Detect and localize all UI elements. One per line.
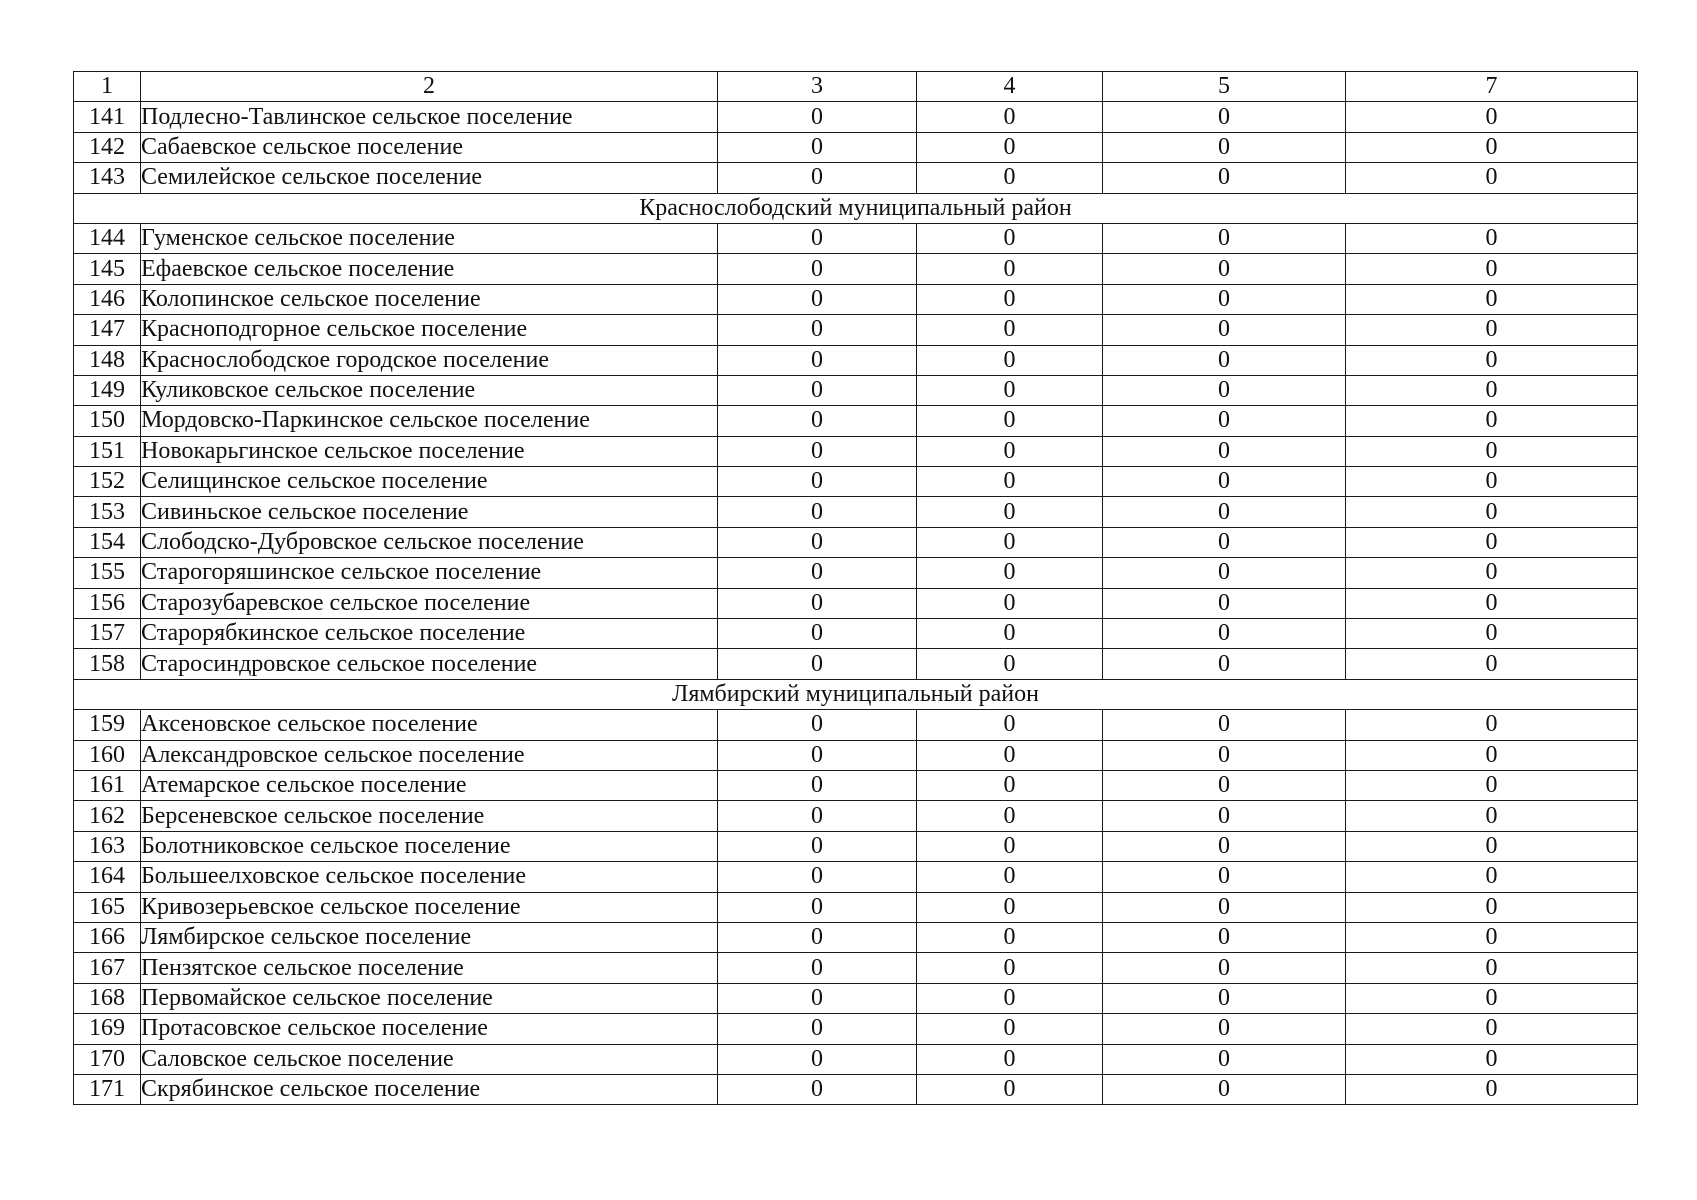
- value-col-5: 0: [1103, 983, 1346, 1013]
- value-col-7: 0: [1346, 406, 1638, 436]
- value-col-3: 0: [718, 102, 917, 132]
- table-row: [74, 467, 1638, 497]
- header-col-1: 1: [74, 72, 141, 102]
- table-row: [74, 740, 1638, 770]
- value-col-3: 0: [718, 983, 917, 1013]
- table-row: [74, 619, 1638, 649]
- value-col-5: 0: [1103, 740, 1346, 770]
- table-row: [74, 801, 1638, 831]
- value-col-3: 0: [718, 862, 917, 892]
- section-header-row: [74, 193, 1638, 223]
- row-number: 162: [74, 801, 141, 831]
- settlements-table: [73, 71, 1638, 1105]
- row-number: 167: [74, 953, 141, 983]
- settlement-name: Александровское сельское поселение: [141, 740, 718, 770]
- column-number-header-row: [74, 72, 1638, 102]
- settlement-name: Пензятское сельское поселение: [141, 953, 718, 983]
- settlement-name: Колопинское сельское поселение: [141, 284, 718, 314]
- table-row: [74, 102, 1638, 132]
- value-col-4: 0: [917, 1044, 1103, 1074]
- row-number: 161: [74, 770, 141, 800]
- row-number: 158: [74, 649, 141, 679]
- settlement-name: Саловское сельское поселение: [141, 1044, 718, 1074]
- row-number: 148: [74, 345, 141, 375]
- settlement-name: Старосиндровское сельское поселение: [141, 649, 718, 679]
- table-row: [74, 831, 1638, 861]
- table-row: [74, 862, 1638, 892]
- value-col-3: 0: [718, 163, 917, 193]
- value-col-3: 0: [718, 1014, 917, 1044]
- value-col-5: 0: [1103, 710, 1346, 740]
- value-col-4: 0: [917, 649, 1103, 679]
- value-col-3: 0: [718, 1044, 917, 1074]
- value-col-4: 0: [917, 406, 1103, 436]
- value-col-7: 0: [1346, 467, 1638, 497]
- value-col-5: 0: [1103, 467, 1346, 497]
- value-col-7: 0: [1346, 770, 1638, 800]
- value-col-4: 0: [917, 132, 1103, 162]
- settlement-name: Красноподгорное сельское поселение: [141, 315, 718, 345]
- table-row: [74, 345, 1638, 375]
- value-col-4: 0: [917, 953, 1103, 983]
- row-number: 153: [74, 497, 141, 527]
- value-col-3: 0: [718, 527, 917, 557]
- settlement-name: Старозубаревское сельское поселение: [141, 588, 718, 618]
- value-col-4: 0: [917, 770, 1103, 800]
- value-col-4: 0: [917, 619, 1103, 649]
- settlement-name: Сабаевское сельское поселение: [141, 132, 718, 162]
- table-row: [74, 315, 1638, 345]
- row-number: 146: [74, 284, 141, 314]
- value-col-5: 0: [1103, 163, 1346, 193]
- value-col-7: 0: [1346, 254, 1638, 284]
- value-col-5: 0: [1103, 770, 1346, 800]
- value-col-4: 0: [917, 254, 1103, 284]
- value-col-7: 0: [1346, 558, 1638, 588]
- row-number: 168: [74, 983, 141, 1013]
- value-col-4: 0: [917, 740, 1103, 770]
- table-row: [74, 558, 1638, 588]
- header-col-2: 2: [141, 72, 718, 102]
- settlement-name: Берсеневское сельское поселение: [141, 801, 718, 831]
- settlement-name: Сивиньское сельское поселение: [141, 497, 718, 527]
- value-col-7: 0: [1346, 315, 1638, 345]
- settlement-name: Болотниковское сельское поселение: [141, 831, 718, 861]
- value-col-4: 0: [917, 284, 1103, 314]
- value-col-5: 0: [1103, 922, 1346, 952]
- row-number: 166: [74, 922, 141, 952]
- settlement-name: Слободско-Дубровское сельское поселение: [141, 527, 718, 557]
- row-number: 154: [74, 527, 141, 557]
- value-col-7: 0: [1346, 831, 1638, 861]
- value-col-5: 0: [1103, 1014, 1346, 1044]
- row-number: 160: [74, 740, 141, 770]
- row-number: 169: [74, 1014, 141, 1044]
- value-col-4: 0: [917, 710, 1103, 740]
- table-row: [74, 527, 1638, 557]
- value-col-7: 0: [1346, 983, 1638, 1013]
- value-col-3: 0: [718, 254, 917, 284]
- value-col-3: 0: [718, 223, 917, 253]
- value-col-7: 0: [1346, 1074, 1638, 1104]
- value-col-5: 0: [1103, 892, 1346, 922]
- value-col-3: 0: [718, 588, 917, 618]
- header-col-4: 4: [917, 72, 1103, 102]
- row-number: 163: [74, 831, 141, 861]
- value-col-3: 0: [718, 619, 917, 649]
- value-col-7: 0: [1346, 619, 1638, 649]
- header-col-3: 3: [718, 72, 917, 102]
- row-number: 152: [74, 467, 141, 497]
- settlement-name: Куликовское сельское поселение: [141, 375, 718, 405]
- value-col-7: 0: [1346, 1014, 1638, 1044]
- value-col-5: 0: [1103, 345, 1346, 375]
- row-number: 150: [74, 406, 141, 436]
- value-col-7: 0: [1346, 223, 1638, 253]
- table-row: [74, 588, 1638, 618]
- value-col-5: 0: [1103, 619, 1346, 649]
- table-row: [74, 223, 1638, 253]
- value-col-3: 0: [718, 831, 917, 861]
- value-col-3: 0: [718, 801, 917, 831]
- settlement-name: Подлесно-Тавлинское сельское поселение: [141, 102, 718, 132]
- value-col-4: 0: [917, 163, 1103, 193]
- value-col-4: 0: [917, 102, 1103, 132]
- value-col-4: 0: [917, 375, 1103, 405]
- value-col-3: 0: [718, 345, 917, 375]
- value-col-7: 0: [1346, 345, 1638, 375]
- value-col-5: 0: [1103, 649, 1346, 679]
- row-number: 141: [74, 102, 141, 132]
- value-col-5: 0: [1103, 1044, 1346, 1074]
- value-col-5: 0: [1103, 497, 1346, 527]
- row-number: 157: [74, 619, 141, 649]
- value-col-5: 0: [1103, 315, 1346, 345]
- value-col-7: 0: [1346, 892, 1638, 922]
- value-col-5: 0: [1103, 254, 1346, 284]
- table-row: [74, 953, 1638, 983]
- value-col-3: 0: [718, 953, 917, 983]
- value-col-3: 0: [718, 558, 917, 588]
- value-col-4: 0: [917, 862, 1103, 892]
- table-row: [74, 1074, 1638, 1104]
- value-col-5: 0: [1103, 375, 1346, 405]
- settlement-name: Старорябкинское сельское поселение: [141, 619, 718, 649]
- table-row: [74, 1014, 1638, 1044]
- row-number: 142: [74, 132, 141, 162]
- settlement-name: Кривозерьевское сельское поселение: [141, 892, 718, 922]
- table-row: [74, 649, 1638, 679]
- value-col-5: 0: [1103, 831, 1346, 861]
- value-col-5: 0: [1103, 284, 1346, 314]
- table-row: [74, 254, 1638, 284]
- settlement-name: Гуменское сельское поселение: [141, 223, 718, 253]
- value-col-7: 0: [1346, 922, 1638, 952]
- value-col-3: 0: [718, 649, 917, 679]
- value-col-7: 0: [1346, 740, 1638, 770]
- value-col-4: 0: [917, 892, 1103, 922]
- row-number: 165: [74, 892, 141, 922]
- value-col-4: 0: [917, 1074, 1103, 1104]
- table-row: [74, 406, 1638, 436]
- value-col-5: 0: [1103, 862, 1346, 892]
- row-number: 147: [74, 315, 141, 345]
- value-col-5: 0: [1103, 223, 1346, 253]
- section-title: Краснослободский муниципальный район: [74, 193, 1638, 223]
- value-col-4: 0: [917, 922, 1103, 952]
- value-col-5: 0: [1103, 588, 1346, 618]
- value-col-7: 0: [1346, 375, 1638, 405]
- value-col-3: 0: [718, 1074, 917, 1104]
- row-number: 144: [74, 223, 141, 253]
- value-col-4: 0: [917, 436, 1103, 466]
- value-col-4: 0: [917, 345, 1103, 375]
- value-col-3: 0: [718, 406, 917, 436]
- row-number: 171: [74, 1074, 141, 1104]
- value-col-4: 0: [917, 527, 1103, 557]
- row-number: 159: [74, 710, 141, 740]
- value-col-3: 0: [718, 710, 917, 740]
- table-row: [74, 284, 1638, 314]
- value-col-3: 0: [718, 315, 917, 345]
- settlement-name: Аксеновское сельское поселение: [141, 710, 718, 740]
- value-col-7: 0: [1346, 588, 1638, 618]
- row-number: 149: [74, 375, 141, 405]
- settlement-name: Мордовско-Паркинское сельское поселение: [141, 406, 718, 436]
- table-row: [74, 922, 1638, 952]
- settlement-name: Лямбирское сельское поселение: [141, 922, 718, 952]
- row-number: 151: [74, 436, 141, 466]
- value-col-4: 0: [917, 801, 1103, 831]
- value-col-7: 0: [1346, 497, 1638, 527]
- table-row: [74, 375, 1638, 405]
- settlement-name: Селищинское сельское поселение: [141, 467, 718, 497]
- settlement-name: Протасовское сельское поселение: [141, 1014, 718, 1044]
- table-row: [74, 436, 1638, 466]
- value-col-7: 0: [1346, 953, 1638, 983]
- row-number: 155: [74, 558, 141, 588]
- value-col-4: 0: [917, 467, 1103, 497]
- row-number: 145: [74, 254, 141, 284]
- row-number: 170: [74, 1044, 141, 1074]
- value-col-3: 0: [718, 740, 917, 770]
- value-col-4: 0: [917, 831, 1103, 861]
- table-row: [74, 983, 1638, 1013]
- value-col-5: 0: [1103, 132, 1346, 162]
- table-row: [74, 1044, 1638, 1074]
- value-col-4: 0: [917, 315, 1103, 345]
- value-col-3: 0: [718, 892, 917, 922]
- value-col-3: 0: [718, 375, 917, 405]
- table-row: [74, 497, 1638, 527]
- value-col-5: 0: [1103, 102, 1346, 132]
- value-col-5: 0: [1103, 801, 1346, 831]
- value-col-7: 0: [1346, 163, 1638, 193]
- section-title: Лямбирский муниципальный район: [74, 679, 1638, 709]
- value-col-3: 0: [718, 436, 917, 466]
- value-col-5: 0: [1103, 406, 1346, 436]
- settlement-name: Большеелховское сельское поселение: [141, 862, 718, 892]
- value-col-3: 0: [718, 770, 917, 800]
- settlement-name: Ефаевское сельское поселение: [141, 254, 718, 284]
- table-row: [74, 163, 1638, 193]
- row-number: 143: [74, 163, 141, 193]
- table-row: [74, 710, 1638, 740]
- value-col-7: 0: [1346, 710, 1638, 740]
- settlement-name: Краснослободское городское поселение: [141, 345, 718, 375]
- value-col-3: 0: [718, 132, 917, 162]
- value-col-4: 0: [917, 588, 1103, 618]
- settlement-name: Семилейское сельское поселение: [141, 163, 718, 193]
- value-col-7: 0: [1346, 862, 1638, 892]
- value-col-7: 0: [1346, 284, 1638, 314]
- value-col-5: 0: [1103, 1074, 1346, 1104]
- value-col-3: 0: [718, 467, 917, 497]
- table-row: [74, 892, 1638, 922]
- settlement-name: Новокарьгинское сельское поселение: [141, 436, 718, 466]
- header-col-5: 5: [1103, 72, 1346, 102]
- value-col-7: 0: [1346, 649, 1638, 679]
- settlement-name: Первомайское сельское поселение: [141, 983, 718, 1013]
- settlement-name: Скрябинское сельское поселение: [141, 1074, 718, 1104]
- header-col-7: 7: [1346, 72, 1638, 102]
- value-col-5: 0: [1103, 527, 1346, 557]
- value-col-5: 0: [1103, 558, 1346, 588]
- settlement-name: Атемарское сельское поселение: [141, 770, 718, 800]
- value-col-3: 0: [718, 497, 917, 527]
- value-col-3: 0: [718, 284, 917, 314]
- value-col-5: 0: [1103, 436, 1346, 466]
- value-col-5: 0: [1103, 953, 1346, 983]
- settlement-name: Старогоряшинское сельское поселение: [141, 558, 718, 588]
- value-col-7: 0: [1346, 132, 1638, 162]
- value-col-4: 0: [917, 983, 1103, 1013]
- value-col-3: 0: [718, 922, 917, 952]
- value-col-7: 0: [1346, 1044, 1638, 1074]
- row-number: 156: [74, 588, 141, 618]
- row-number: 164: [74, 862, 141, 892]
- value-col-4: 0: [917, 223, 1103, 253]
- value-col-4: 0: [917, 1014, 1103, 1044]
- value-col-7: 0: [1346, 527, 1638, 557]
- value-col-7: 0: [1346, 102, 1638, 132]
- section-header-row: [74, 679, 1638, 709]
- value-col-4: 0: [917, 497, 1103, 527]
- value-col-7: 0: [1346, 801, 1638, 831]
- value-col-4: 0: [917, 558, 1103, 588]
- value-col-7: 0: [1346, 436, 1638, 466]
- table-row: [74, 770, 1638, 800]
- table-row: [74, 132, 1638, 162]
